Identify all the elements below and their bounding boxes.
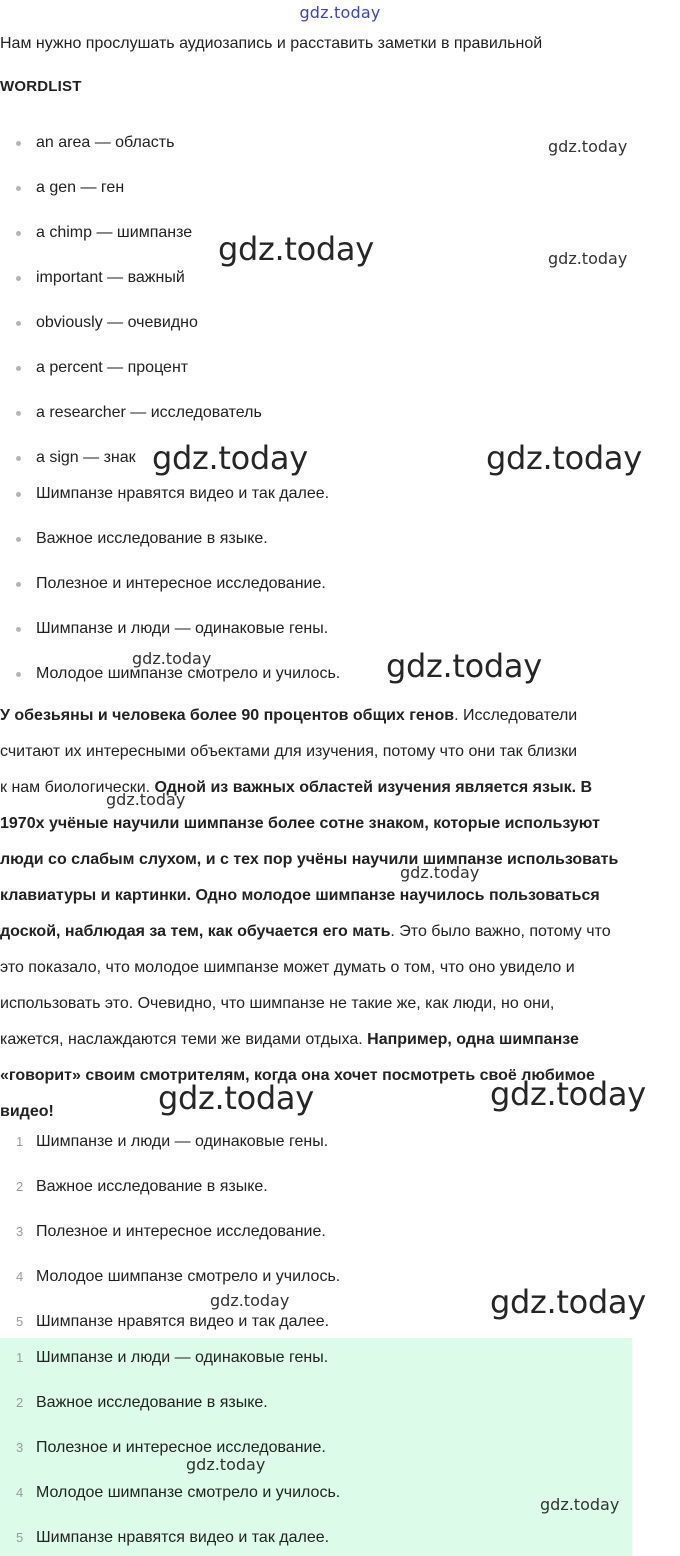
bold-run: клавиатуры и картинки. Одно молодое шимпанзе научилось пользоваться xyxy=(0,887,600,904)
wordlist-item-text: important — важный xyxy=(36,269,185,286)
bold-run: «говорит» своим смотрителям, когда она хочет посмотреть своё любимое xyxy=(0,1067,595,1084)
item-number: 5 xyxy=(16,1530,24,1545)
item-text: Шимпанзе нравятся видео и так далее. xyxy=(36,1313,330,1330)
answer-list xyxy=(0,1338,632,1556)
watermark: gdz.today xyxy=(540,1495,620,1514)
wordlist-title: WORDLIST xyxy=(0,78,82,95)
bullet-icon xyxy=(16,276,21,281)
bullet-icon xyxy=(16,321,21,326)
ordered-list-item xyxy=(0,1220,632,1244)
bullet-icon xyxy=(16,537,21,542)
bullet-icon xyxy=(16,582,21,587)
watermark: gdz.today xyxy=(152,439,308,477)
bold-run: У обезьяны и человека более 90 процентов общих генов xyxy=(0,707,455,724)
note-item xyxy=(0,482,600,506)
paragraph-line xyxy=(0,914,680,950)
bullet-icon xyxy=(16,672,21,677)
item-number: 5 xyxy=(16,1314,24,1329)
bold-run: люди со слабым слухом, и с тех пор учёны научили шимпанзе использовать xyxy=(0,851,619,868)
bullet-icon xyxy=(16,366,21,371)
watermark: gdz.today xyxy=(548,249,628,268)
item-number: 2 xyxy=(16,1395,24,1410)
note-item-text: Полезное и интересное исследование. xyxy=(36,575,326,592)
item-number: 1 xyxy=(16,1134,24,1149)
bullet-icon xyxy=(16,627,21,632)
paragraph-line xyxy=(0,806,680,842)
bold-run: Одной из важных областей изучения является язык. В xyxy=(154,779,593,796)
wordlist-item xyxy=(0,401,600,425)
item-number: 1 xyxy=(16,1350,24,1365)
answer-list-item xyxy=(0,1481,632,1505)
wordlist-item xyxy=(0,266,600,290)
paragraph-line xyxy=(0,698,680,734)
watermark: gdz.today xyxy=(218,230,374,268)
note-item-text: Шимпанзе нравятся видео и так далее. xyxy=(36,485,330,502)
note-item-text: Важное исследование в языке. xyxy=(36,530,268,547)
text-run: считают их интересными объектами для изучения, потому что они так близки xyxy=(0,743,578,760)
wordlist-item-text: a researcher — исследователь xyxy=(36,404,262,421)
note-item-text: Шимпанзе и люди — одинаковые гены. xyxy=(36,620,329,637)
text-run: . Это было важно, потому что xyxy=(390,923,611,940)
wordlist-item-text: a percent — процент xyxy=(36,359,189,376)
ordered-list-item xyxy=(0,1130,632,1154)
watermark: gdz.today xyxy=(186,1455,266,1474)
answer-list-item xyxy=(0,1526,632,1550)
task-intro: Нам нужно прослушать аудиозапись и расставить заметки в правильной xyxy=(0,35,543,52)
watermark: gdz.today xyxy=(486,439,642,477)
bold-run: видео! xyxy=(0,1103,54,1120)
paragraph-line xyxy=(0,986,680,1022)
item-text: Шимпанзе нравятся видео и так далее. xyxy=(36,1529,330,1546)
text-run: это показало, что молодое шимпанзе может думать о том, что оно увидело и xyxy=(0,959,575,976)
bullet-icon xyxy=(16,186,21,191)
ordered-list-item xyxy=(0,1175,632,1199)
answer-list-item xyxy=(0,1391,632,1415)
bold-run: 1970х учёные научили шимпанзе более сотне знаком, которые используют xyxy=(0,815,600,832)
wordlist-item xyxy=(0,131,600,155)
bullet-icon xyxy=(16,141,21,146)
transcript-paragraph xyxy=(0,698,680,1130)
paragraph-line xyxy=(0,842,680,878)
watermark: gdz.today xyxy=(400,863,480,882)
item-text: Молодое шимпанзе смотрело и училось. xyxy=(36,1484,341,1501)
note-item xyxy=(0,572,600,596)
paragraph-line xyxy=(0,950,680,986)
wordlist-item-text: obviously — очевидно xyxy=(36,314,198,331)
watermark: gdz.today xyxy=(490,1283,646,1321)
wordlist-item-text: a sign — знак xyxy=(36,449,136,466)
wordlist-item-text: a chimp — шимпанзе xyxy=(36,224,193,241)
note-item xyxy=(0,617,600,641)
answer-list-item xyxy=(0,1436,632,1460)
bold-run: доской, наблюдая за тем, как обучается его мать xyxy=(0,923,391,940)
bold-run: Например, одна шимпанзе xyxy=(367,1031,579,1048)
item-text: Полезное и интересное исследование. xyxy=(36,1223,326,1240)
text-run: к нам биологически. xyxy=(0,779,155,796)
watermark: gdz.today xyxy=(158,1079,314,1117)
paragraph-line xyxy=(0,770,680,806)
item-number: 4 xyxy=(16,1485,24,1500)
item-text: Молодое шимпанзе смотрело и училось. xyxy=(36,1268,341,1285)
bullet-icon xyxy=(16,411,21,416)
watermark: gdz.today xyxy=(548,137,628,156)
wordlist-item-text: an area — область xyxy=(36,134,175,151)
item-text: Шимпанзе и люди — одинаковые гены. xyxy=(36,1133,329,1150)
wordlist-item xyxy=(0,311,600,335)
text-run: . Исследователи xyxy=(454,707,578,724)
item-text: Важное исследование в языке. xyxy=(36,1178,268,1195)
paragraph-line xyxy=(0,734,680,770)
site-logo-link[interactable]: gdz.today xyxy=(299,3,381,22)
item-number: 3 xyxy=(16,1440,24,1455)
note-item-text: Молодое шимпанзе смотрело и училось. xyxy=(36,665,341,682)
note-item xyxy=(0,527,600,551)
watermark: gdz.today xyxy=(106,790,186,809)
paragraph-line xyxy=(0,878,680,914)
item-number: 2 xyxy=(16,1179,24,1194)
bullet-icon xyxy=(16,456,21,461)
paragraph-line xyxy=(0,1022,680,1058)
text-run: кажется, наслаждаются теми же видами отдыха. xyxy=(0,1031,368,1048)
item-text: Важное исследование в языке. xyxy=(36,1394,268,1411)
watermark: gdz.today xyxy=(210,1291,290,1310)
wordlist-item xyxy=(0,356,600,380)
watermark: gdz.today xyxy=(386,647,542,685)
item-text: Шимпанзе и люди — одинаковые гены. xyxy=(36,1349,329,1366)
answer-list-item xyxy=(0,1346,632,1370)
item-text: Полезное и интересное исследование. xyxy=(36,1439,326,1456)
item-number: 3 xyxy=(16,1224,24,1239)
wordlist-item-text: a gen — ген xyxy=(36,179,125,196)
watermark: gdz.today xyxy=(490,1075,646,1113)
item-number: 4 xyxy=(16,1269,24,1284)
bullet-icon xyxy=(16,492,21,497)
watermark: gdz.today xyxy=(132,649,212,668)
text-run: использовать это. Очевидно, что шимпанзе не такие же, как люди, но они, xyxy=(0,995,555,1012)
wordlist-item xyxy=(0,176,600,200)
bullet-icon xyxy=(16,231,21,236)
